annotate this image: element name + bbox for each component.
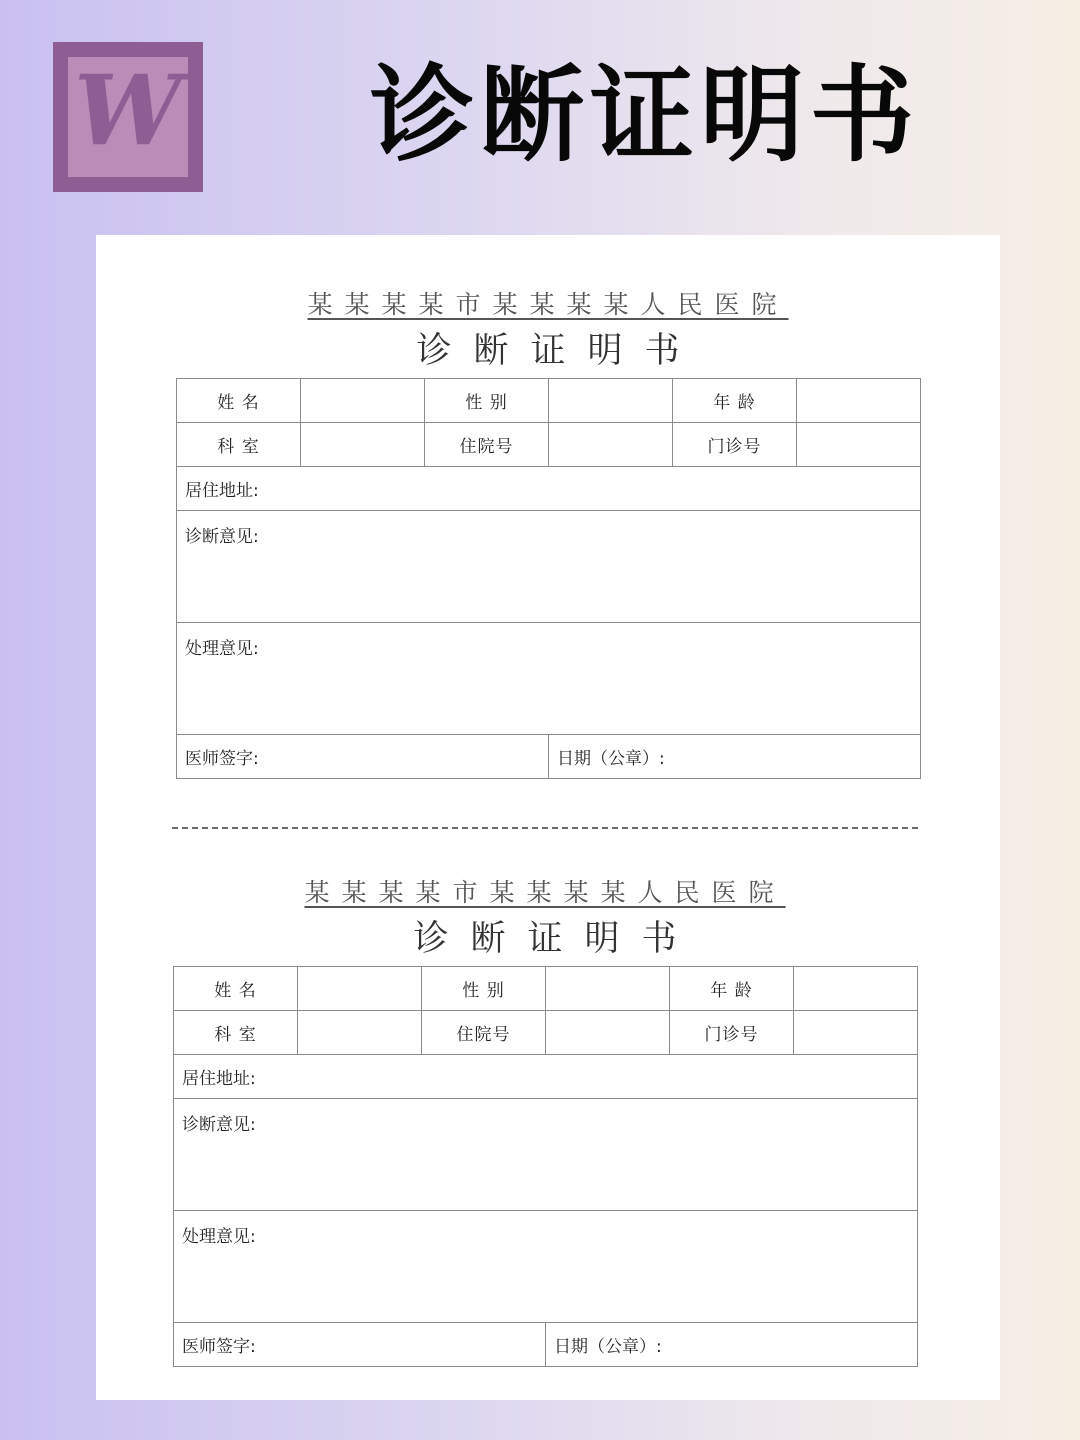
inpatient-number-label: 住院号 <box>422 1011 546 1055</box>
certificate-table <box>176 378 921 779</box>
age-field[interactable] <box>794 967 918 1011</box>
hospital-name: 某某某某市某某某某人民医院 <box>304 878 786 907</box>
hero-title: 诊断证明书 <box>369 54 920 176</box>
diagnosis-field[interactable]: 诊断意见: <box>177 511 921 623</box>
date-seal-field[interactable]: 日期（公章）: <box>546 1323 918 1367</box>
gender-field[interactable] <box>546 967 670 1011</box>
date-seal-field[interactable]: 日期（公章）: <box>549 735 921 779</box>
logo-letter: W <box>74 54 182 167</box>
department-label: 科 室 <box>177 423 301 467</box>
age-field[interactable] <box>797 379 921 423</box>
name-label: 姓 名 <box>177 379 301 423</box>
outpatient-number-label: 门诊号 <box>670 1011 794 1055</box>
dashed-cut-line <box>172 827 918 829</box>
age-label: 年 龄 <box>673 379 797 423</box>
treatment-field[interactable]: 处理意见: <box>177 623 921 735</box>
age-label: 年 龄 <box>670 967 794 1011</box>
outpatient-number-field[interactable] <box>797 423 921 467</box>
address-field[interactable]: 居住地址: <box>177 467 921 511</box>
name-label: 姓 名 <box>174 967 298 1011</box>
name-field[interactable] <box>301 379 425 423</box>
outpatient-number-field[interactable] <box>794 1011 918 1055</box>
hospital-name: 某某某某市某某某某人民医院 <box>307 290 789 319</box>
inpatient-number-label: 住院号 <box>425 423 549 467</box>
doctor-signature-field[interactable]: 医师签字: <box>174 1323 546 1367</box>
gender-field[interactable] <box>549 379 673 423</box>
certificate-title: 诊断证明书 <box>413 919 699 959</box>
address-field[interactable]: 居住地址: <box>174 1055 918 1099</box>
certificate-title: 诊断证明书 <box>416 331 702 371</box>
treatment-field[interactable]: 处理意见: <box>174 1211 918 1323</box>
name-field[interactable] <box>298 967 422 1011</box>
inpatient-number-field[interactable] <box>549 423 673 467</box>
doctor-signature-field[interactable]: 医师签字: <box>177 735 549 779</box>
department-label: 科 室 <box>174 1011 298 1055</box>
department-field[interactable] <box>301 423 425 467</box>
inpatient-number-field[interactable] <box>546 1011 670 1055</box>
word-document-icon <box>53 42 203 192</box>
document-sheet <box>96 235 1000 1400</box>
department-field[interactable] <box>298 1011 422 1055</box>
diagnosis-field[interactable]: 诊断意见: <box>174 1099 918 1211</box>
gender-label: 性 别 <box>425 379 549 423</box>
certificate-table <box>173 966 918 1367</box>
gender-label: 性 别 <box>422 967 546 1011</box>
outpatient-number-label: 门诊号 <box>673 423 797 467</box>
